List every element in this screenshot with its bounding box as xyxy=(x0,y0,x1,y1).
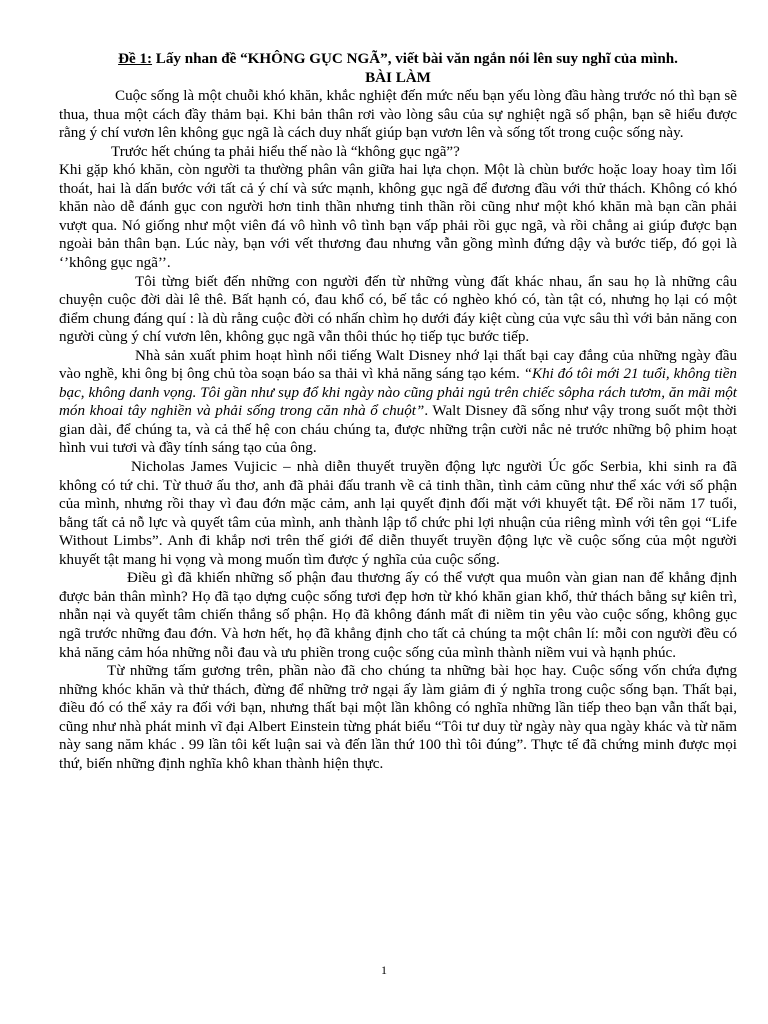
paragraph-walt-disney xyxy=(59,347,737,458)
document-page xyxy=(59,50,737,773)
paragraph-question: Trước hết chúng ta phải hiểu thế nào là “không gục ngã”? xyxy=(111,143,460,160)
assignment-label: Đề 1: xyxy=(118,51,153,67)
assignment-heading xyxy=(59,50,737,69)
paragraph-people: Tôi từng biết đến những con người đến từ những vùng đất khác nhau, ẩn sau họ là những câu chuyện cuộc đời dài lê thê. Bất hạnh có, đau khổ có, bế tắc có nghèo khó có, tàn tật có, nhưng họ lại có một điểm chung đáng quí : là dù rằng cuộc đời có nhấn chìm họ dưới đáy kiệt cùng của vực sâu thì với bản năng con người cùng ý chí vươn lên, không gục ngã vẫn thôi thúc họ tiếp tục bước tiếp. xyxy=(59,273,737,346)
assignment-prompt: Lấy nhan đề “KHÔNG GỤC NGÃ”, viết bài văn ngắn nói lên suy nghĩ của mình. xyxy=(152,51,678,67)
walt-disney-quote: “Khi đó tôi mới 21 tuổi, không tiền bạc, không danh vọng. Tôi gần như sụp đổ khi ngày nào cũng phải ngủ trên chiếc sôpha rách tươm, ăn mãi một món khoai tây nghiền và phải sống trong căn nhà ổ chuột” xyxy=(59,366,737,420)
paragraph-reflection: Điều gì đã khiến những số phận đau thương ấy có thể vượt qua muôn vàn gian nan để khẳng định được bản thân mình? Họ đã tạo dựng cuộc sống tươi đẹp hơn từ khó khăn gian khổ, thử thách bằng sự kiên trì, nhẫn nại và quyết tâm chiến thắng số phận. Họ đã không đánh mất đi niềm tin yêu vào cuộc sống, không gục ngã trước những đau đớn. Và hơn hết, họ đã khẳng định cho tất cả chúng ta một chân lí: mỗi con người đều có khả năng cảm hóa những nỗi đau và ưu phiền trong cuộc sống của mình thành niềm vui và hạnh phúc. xyxy=(59,570,737,661)
paragraph-definition: Khi gặp khó khăn, còn người ta thường phân vân giữa hai lựa chọn. Một là chùn bước hoặc loay hoay tìm lối thoát, hai là dấn bước với tất cả ý chí và sức mạnh, không gục ngã để đương đầu với thử thách. Không có khó khăn nào dễ đánh gục con người hơn tinh thần nhưng tinh thần rồi cũng như một khó khăn mà bạn cần phải vượt qua. Nó giống như một viên đá vô hình vô tình bạn vấp phải rồi gục ngã, và rồi chẳng ai giúp được bạn ngoài bản thân bạn. Lúc này, bạn với vết thương đau nhưng vẫn gồng mình đứng dậy và bước tiếp, đó gọi là ‘’không gục ngã’’. xyxy=(59,162,737,272)
page-number: 1 xyxy=(381,963,387,977)
walt-disney-intro: Nhà sản xuất phim hoạt hình nổi tiếng Walt Disney nhớ lại thất bại cay đắng của những ngày đầu vào nghề, khi ông bị ông chủ tòa soạn báo sa thải vì khả năng sáng tạo kém. xyxy=(59,347,737,383)
walt-disney-conclusion: . Walt Disney đã sống như vậy trong suốt một thời gian dài, để chúng ta, và cả thế hệ con cháu chúng ta, được những trận cười nắc nẻ trước những bộ phim hoạt hình vui tươi và đầy tính sáng tạo của ông. xyxy=(59,403,737,457)
paragraph-nick-vujicic: Nicholas James Vujicic – nhà diễn thuyết truyền động lực người Úc gốc Serbia, khi sinh ra đã không có tứ chi. Từ thuở ấu thơ, anh đã phải đấu tranh về cả tinh thần, tình cảm cũng như thể xác với số phận của mình, nhưng rồi thay vì đau đớn mặc cảm, anh lại quyết định đối mặt với khuyết tật. Để rồi năm 17 tuổi, bằng tất cả nỗ lực và quyết tâm của mình, anh thành lập tổ chức phi lợi nhuận của riêng mình với tên gọi “Life Without Limbs”. Anh đi khắp nơi trên thế giới để diễn thuyết truyền động lực về cuộc sống của một người khuyết tật mang hi vọng và mong muốn tìm được ý nghĩa của cuộc sống. xyxy=(59,459,737,568)
paragraph-conclusion: Từ những tấm gương trên, phần nào đã cho chúng ta những bài học hay. Cuộc sống vốn chứa đựng những khóc khăn và thử thách, đừng để những trở ngại ấy làm giảm đi ý nghĩa trong cuộc sống bạn. Thất bại, điều đó có thể xảy ra đối với bạn, nhưng thất bại một lần không có nghĩa những lần tiếp theo bạn vẫn thất bại, cũng như nhà phát minh vĩ đại Albert Einstein từng phát biểu “Tôi tư duy từ ngày này qua ngày khác và từ năm này sang năm khác . 99 lần tôi kết luận sai và đến lần thứ 100 thì tôi đúng”. Thực tế đã chứng minh được mọi thứ, biến những định nghĩa khô khan thành hiện thực. xyxy=(59,663,737,772)
paragraph-intro: Cuộc sống là một chuỗi khó khăn, khắc nghiệt đến mức nếu bạn yếu lòng đầu hàng trước nó thì bạn sẽ thua, thua một cách đầy thảm bại. Khi bản thân rơi vào lòng sâu của sự nghiệt ngã số phận, bạn sẽ hiểu được rằng ý chí vươn lên không gục ngã là cách duy nhất giúp bạn vươn lên và sống tốt trong cuộc sống này. xyxy=(59,88,737,142)
essay-title: BÀI LÀM xyxy=(365,69,431,86)
